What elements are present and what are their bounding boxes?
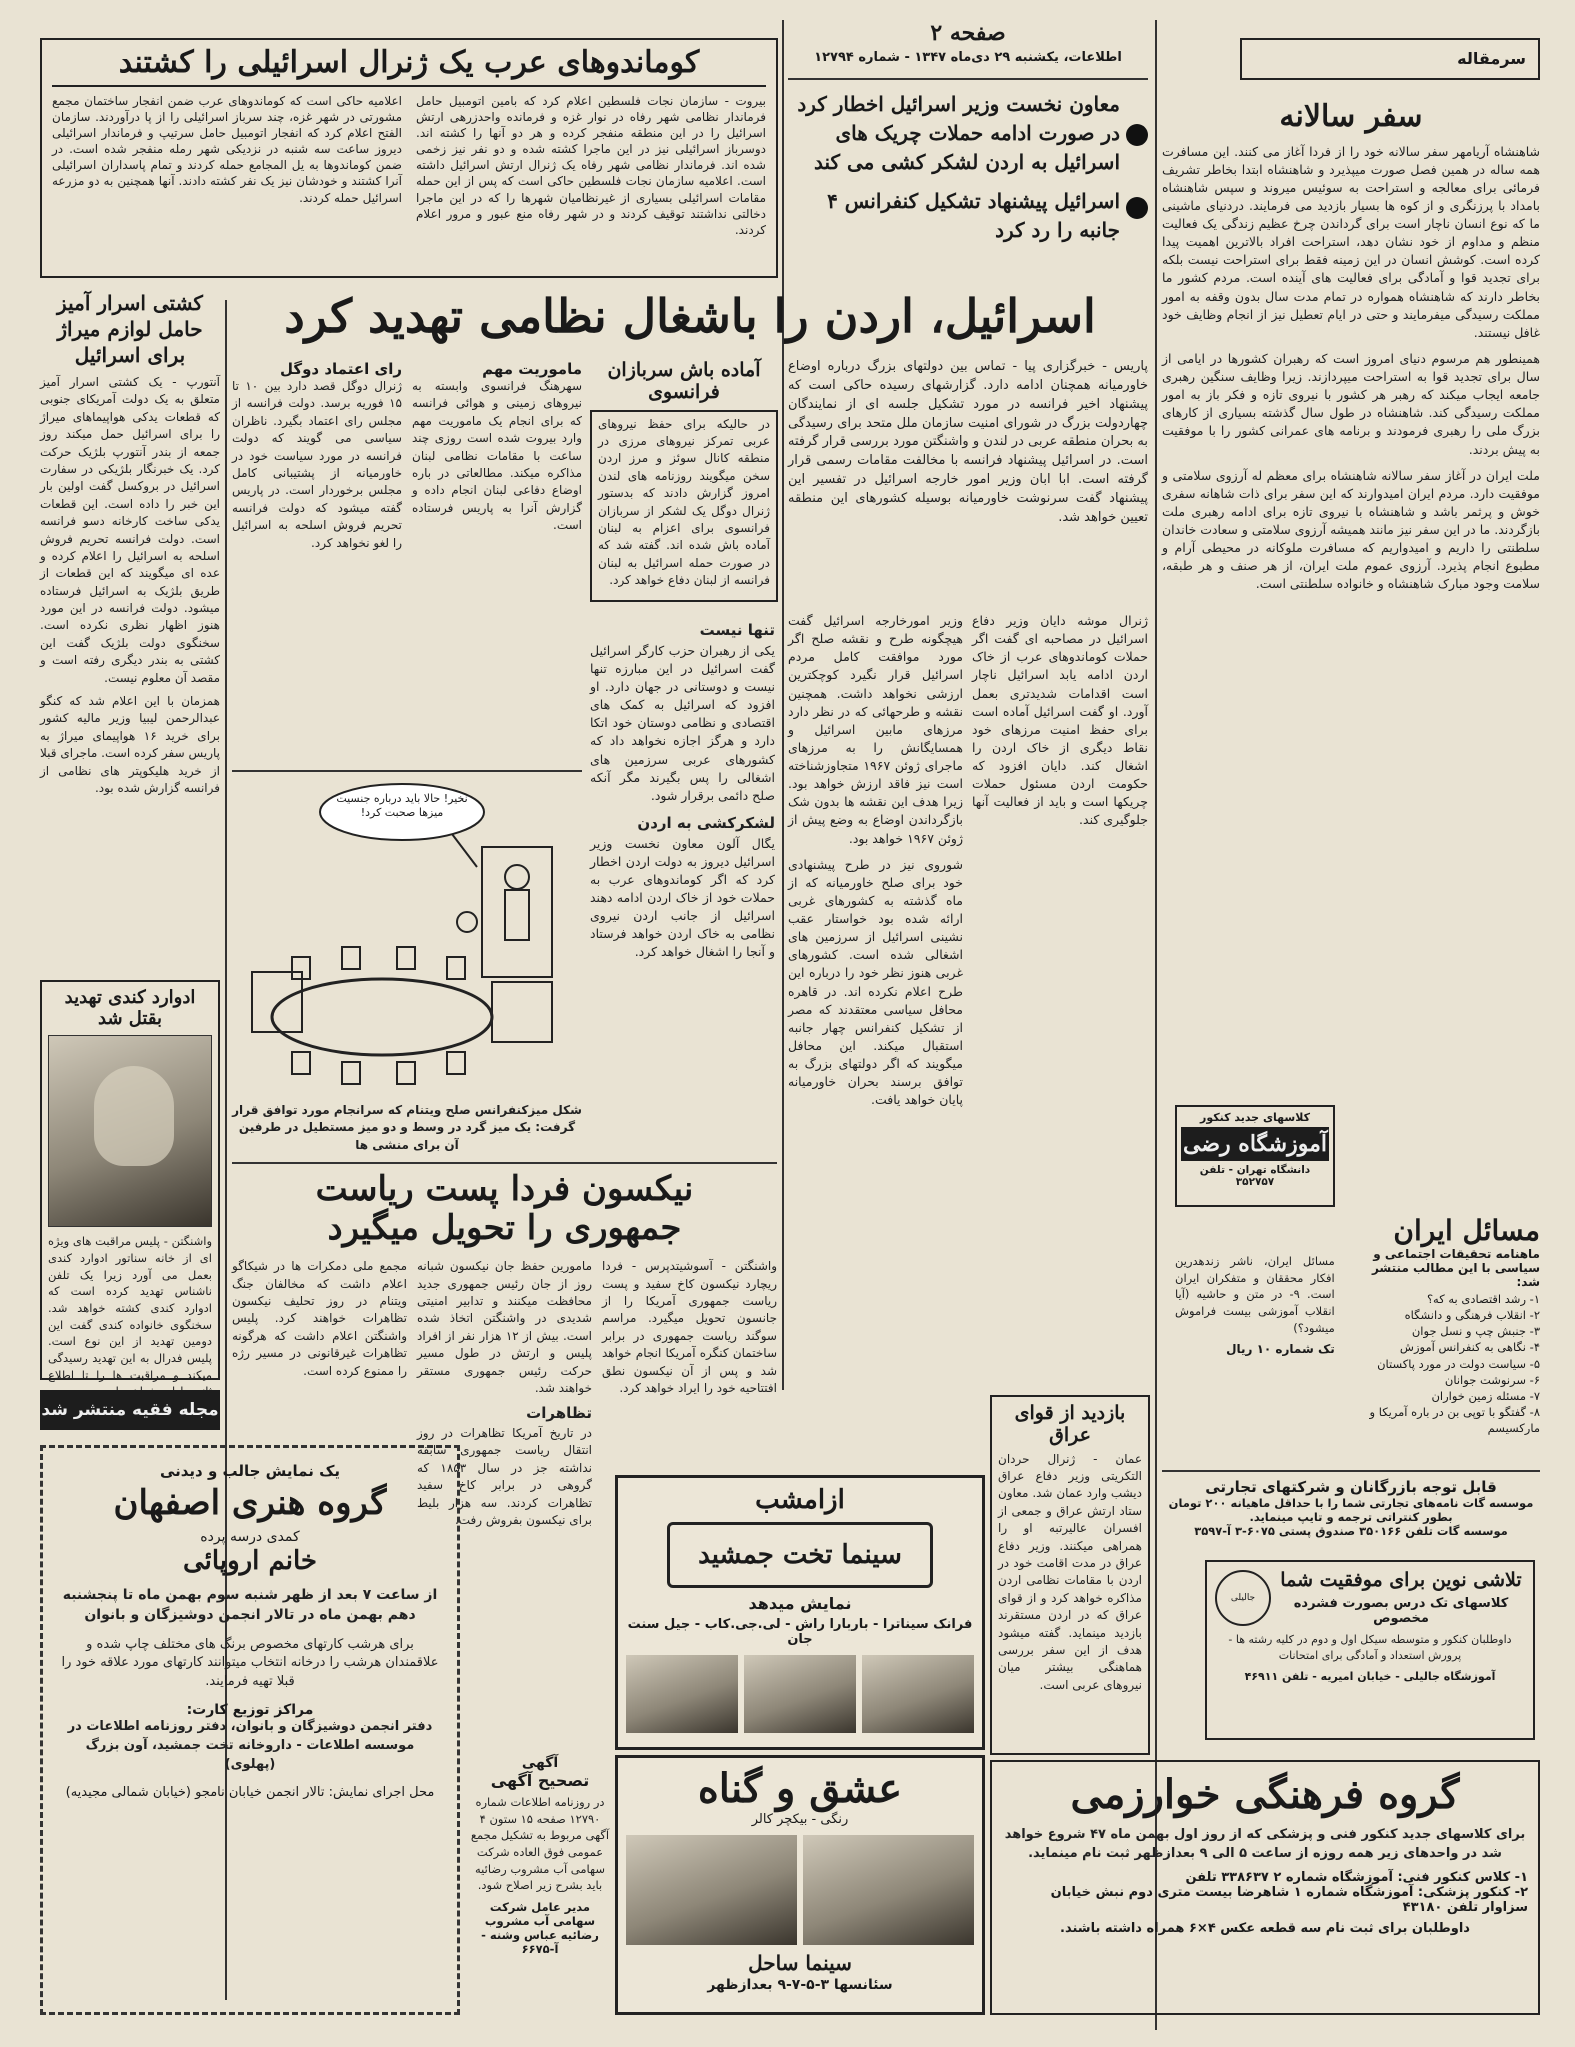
film-still xyxy=(862,1655,974,1733)
editorial-body-3: ملت ایران در آغاز سفر سالانه شاهنشاه برای معظم له آرزوی سلامتی و موفقیت دارد. مردم ایران امیدوارند که این سفر برای ذات شاهانه سفری خوش و پرثمر باشد و شاهنشاه با نیروی تازه برای ادامه رهبری ملت بازگردند. ما در این سفر نیز مانند همیشه آرزوی سلامتی و سعادت خاندان سلطنتی را داریم و امیدواریم که مسافرت ملوکانه در محیطی آرام و مطبوع انجام پذیرد. آرزوی عموم ملت ایران، از هر صنف و هر طبقه، سلامت وجود مبارک شاهنشاه و خانواده سلطنتی است. xyxy=(1162,467,1540,592)
ship-body-2: همزمان با این اعلام شد که کنگو عبدالرحمن لیبیا وزیر مالیه کشور برای خرید ۱۶ هواپیمای میراژ به پاریس سفر کرده است. ماجرای قبلا از خرید هلیکوپتر های نظامی از فرانسه گزارش شده بود. xyxy=(40,694,220,795)
bullet-item xyxy=(788,187,1148,245)
masthead xyxy=(788,20,1148,80)
film-still xyxy=(626,1835,797,1945)
kharazmi-footer: داوطلبان برای ثبت نام سه قطعه عکس ۴×۶ همراه داشته باشند. xyxy=(1060,1920,1470,1936)
kennedy-photo xyxy=(48,1035,212,1227)
film-stills xyxy=(626,1835,974,1945)
commando-headline: کوماندوهای عرب یک ژنرال اسرائیلی را کشتند xyxy=(52,46,766,87)
ship-body-1: آنتورپ - یک کشتی اسرار آمیز متعلق به یک دولت آمریکای جنوبی که قطعات یدکی هواپیماهای میراژ را برای اسرائیل حمل میکند روز جمعه از بندر آنتورپ بلژیک حرکت کرد. یک خبرنگار بلژیکی در سفارت اسرائیل در بروکسل گفت اولین بار این خبر را داده است. این قطعات یدکی ساخت کارخانه دسو فرانسه است. دولت فرانسه تحریم فروش اسلحه به اسرائیل را اعلام کرده و عده ای میگویند که این قطعات از طریق بلژیک به اسرائیل فرستاده میشود. دولت فرانسه در این مورد هنوز اظهار نظری نکرده است. سخنگوی دولت بلژیک گفت این کشتی به بندر دیگری رفته است و مقصد آن معلوم نیست. xyxy=(40,375,220,685)
jalili-ad xyxy=(1205,1560,1535,1740)
masael-item: ۱- رشد اقتصادی به که؟ xyxy=(1426,1292,1540,1307)
mission-body: سهرهنگ فرانسوی وابسته به نیروهای زمینی و هوائی فرانسه که برای انجام یک ماموریت مهم وارد بیروت شده است روزی چند ساعت با مقامات نظامی لبنان مذاکره میکند. مطالعاتی در باره اوضاع دفاعی لبنان انجام داده و گزارش آنرا به پاریس فرستاده است. xyxy=(412,379,582,533)
cinema-tonight: ازامشب xyxy=(755,1485,845,1515)
masael-title: مسائل ایران xyxy=(1393,1214,1540,1247)
cartoon-caption: شکل میزکنفرانس صلح ویتنام که سرانجام مورد توافق قرار گرفت: یک میز گرد در وسط و دو میز مستطیل در طرفین آن برای منشی ها xyxy=(232,1103,582,1152)
cinema-brand: سینما ساحل xyxy=(748,1951,852,1975)
isfahan-sales: دفتر انجمن دوشیزگان و بانوان، دفتر روزنامه اطلاعات در موسسه اطلاعات - داروخانه تخت جمشید، آون بزرگ (پهلوی) xyxy=(67,1719,433,1772)
film-still xyxy=(744,1655,856,1733)
kennedy-title: ادوارد کندی تهدید بقتل شد xyxy=(64,987,196,1029)
masael-right: مسائل ایران، ناشر زندهدرین افکار محققان و متفکران ایران است. ۹- در متن و حاشیه (آیا انقلاب آموزشی بیست فراموش میشود؟) xyxy=(1175,1254,1335,1335)
soldiers-body: در حالیکه برای حفظ نیروهای عربی تمرکز نیروهای مرزی در منطقه کانال سوئز و مرز اردن سخن میگویند روزنامه های لندن امروز گزارش دادند که بدستور ژنرال دوگل یک لشکر از سربازان فرانسوی برای اعزام به لبنان آماده باش شده اند. گفته شد که در صورت حمله اسرائیل به لبنان فرانسه از لبنان دفاع خواهد کرد. xyxy=(590,410,778,602)
jalili-sub: کلاسهای تک درس بصورت فشرده مخصوص xyxy=(1293,1595,1509,1626)
nixon-headline-1: نیکسون فردا پست ریاست xyxy=(315,1169,694,1209)
rect-table-icon xyxy=(492,982,552,1042)
page-number: صفحه ۲ xyxy=(930,20,1006,46)
column-rule xyxy=(782,20,784,1390)
israel-vp-bullets xyxy=(788,90,1148,290)
film-still xyxy=(626,1655,738,1733)
jalili-seal-icon: جالیلی xyxy=(1215,1570,1271,1626)
razi-line-2: دانشگاه تهران - تلفن ۳۵۲۷۵۷ xyxy=(1199,1164,1311,1188)
soldiers-article xyxy=(590,360,778,615)
nixon-body-4: در تاریخ آمریکا تظاهرات در روز انتقال ریاست جمهوری سابقه نداشته جز در سال ۱۸۵۳ که گروهی در برابر کاخ سفید تظاهرات کردند. سه هزار بلیط برای نیکسون بفروش رفت. xyxy=(417,1426,592,1528)
film-title: عشق و گناه xyxy=(697,1765,903,1812)
masael-item: ۳- جنبش چپ و نسل جوان xyxy=(1411,1324,1540,1339)
masael-item: ۷- مسئله زمین خواران xyxy=(1431,1388,1540,1403)
film-still xyxy=(803,1835,974,1945)
jalili-footer: آموزشگاه جالیلی - خیابان امیریه - تلفن ۴۶۹۱۱ xyxy=(1244,1669,1496,1683)
isfahan-group: گروه هنری اصفهان xyxy=(113,1483,387,1523)
commando-col2: اعلامیه حاکی است که کوماندوهای عرب ضمن انفجار ساختمان مجمع مشورتی در شهر غزه، چند سرباز اسرائیلی را از پا درآوردند. سازمان الفتح اعلام کرد که انفجار اتومبیل حامل سرتیپ و فرماندار اسرائیلی دیروز ساعت سه شنبه در نزدیکی شهر رمله منفجر شده است. در ضمن کوماندوها به یل المجامع حمله کردند و تمام پاسداران اسرائیلی آنرا کشتند و خودشان نیز یک نفر کشته دادند. آنها همچنین به دو مزرعه اسرائیل حمله کردند. xyxy=(52,93,402,205)
masael-item: ۸- گفتگو با توپی بن در باره آمریکا و مارکسیسم xyxy=(1369,1404,1540,1435)
bullet-text: اسرائیل پیشنهاد تشکیل کنفرانس ۴ جانبه را رد کرد xyxy=(827,189,1120,242)
notice-footer: مدیر عامل شرکت سهامی آب مشروب رضائیه عباس وشنه - آ-۶۶۷۵ xyxy=(481,1900,599,1957)
rect-table-icon xyxy=(252,972,302,1032)
kennedy-article xyxy=(40,980,220,1380)
kharazmi-item-2: ۲- کنکور پزشکی: آموزشگاه شماره ۱ شاهرضا بیست متری دوم نبش خیابان سزاوار تلفن ۴۳۱۸۰ xyxy=(1050,1884,1528,1915)
faghih-banner: مجله فقیه منتشر شد xyxy=(40,1390,220,1430)
main-headline-box xyxy=(230,290,1150,354)
masael-item: ۶- سرنوشت جوانان xyxy=(1444,1372,1540,1387)
traders-title: قابل توجه بازرگانان و شرکتهای تجارتی xyxy=(1205,1478,1497,1496)
traders-body: موسسه گات نامه‌های تجارتی شما را با حداقل ماهیانه ۲۰۰ تومان بطور کنتراتی ترجمه و تایپ مینماید. xyxy=(1168,1496,1534,1524)
subhead-jordan: لشکرکشی به اردن xyxy=(637,813,775,832)
cartoon-drawing xyxy=(232,772,582,1102)
kharazmi-title: گروه فرهنگی خوارزمی xyxy=(1070,1771,1460,1818)
masael-item: ۵- سیاست دولت در مورد پاکستان xyxy=(1377,1356,1540,1371)
masael-item: ۴- نگاهی به کنفرانس آموزش xyxy=(1399,1340,1540,1355)
film-color: رنگی - بیکچر کالر xyxy=(751,1812,849,1827)
commando-col1: بیروت - سازمان نجات فلسطین اعلام کرد که بامین اتومبیل حامل فرماندار نظامی شهر رفاه در نوار غزه و فرمانده واحدزرهی ارتش اسرائیل را در این منطقه منفجر کرده و هر دو آنها را کشته اند. دوسرباز اسرائیلی نیز در این ماجرا کشته شده و دو نفر نیز زخمی شده اند. فرماندار نظامی شهر رفاه یک ژنرال ارتش اسرائیل داشته است. اعلامیه سازمان نجات فلسطین حاکی است که پس از این حمله مقامات اسرائیلی بسیاری از غیرنظامیان شهرها را که در این ماجرا دخالتی نداشتند توقیف کردند و در شهر رفاه منع عبور و مرور اعلام کردند. xyxy=(416,93,766,237)
round-table-icon xyxy=(272,979,492,1055)
main-headline: اسرائیل، اردن را باشغال نظامی تهدید کرد xyxy=(284,289,1096,343)
confidence-body: ژنرال دوگل قصد دارد بین ۱۰ تا ۱۵ فوریه برسد. دولت فرانسه از مجلس رای اعتماد بگیرد. ناظران سیاسی می گویند که دولت فرانسه در مورد سیاست خود در خاورمیانه از پشتیبانی کامل مجلس برخوردار است. در پاریس گفته میشود که دولت فرانسه تحریم فروش اسلحه به اسرائیل را لغو نخواهد کرد. xyxy=(232,379,402,550)
cartoon xyxy=(232,770,582,1150)
notice-body: در روزنامه اطلاعات شماره ۱۲۷۹۰ صفحه ۱۵ ستون ۴ آگهی مربوط به تشکیل مجمع عمومی فوق العاده شرکت سهامی آب مشروب رضائیه باید بشرح زیر اصلاح شود. xyxy=(470,1795,610,1893)
nixon-headline-2: جمهوری را تحویل میگیرد xyxy=(327,1208,682,1249)
kharazmi-ad xyxy=(990,1760,1540,2015)
notice-title-2: تصحیح آگهی xyxy=(490,1771,590,1790)
subhead-alone: تنها نیست xyxy=(699,621,775,639)
isfahan-tickets: برای هرشب کارتهای مخصوص برنگ های مختلف چاپ شده و علاقمندان هرشب را درخانه انتخاب میتوانند کارتهای مورد علاقه خود را قبلا تهیه فرمایند. xyxy=(61,1636,439,1690)
dateline: اطلاعات، یکشنبه ۲۹ دی‌ماه ۱۳۴۷ - شماره ۱۲۷۹۴ xyxy=(814,50,1122,65)
bullet-text: معاون نخست وزیر اسرائیل اخطار کرد در صورت ادامه حملات چریک های اسرائیل به اردن لشکر کشی می کند xyxy=(797,92,1120,174)
mission-title: ماموریت مهم xyxy=(482,360,582,378)
confidence-title: رای اعتماد دوگل xyxy=(280,360,402,378)
nixon-body-1: واشنگتن - آسوشیتدپرس - فردا ریچارد نیکسون کاخ سفید و پست ریاست جمهوری آمریکا را از جانسون تحویل میگیرد. مراسم سوگند ریاست جمهوری در برابر ساختمان کنگره آمریکا انجام خواهد شد و پس از آن نیکسون نطق افتتاحیه خود را ایراد خواهد کرد. xyxy=(602,1259,777,1395)
speech-text: نخیر! حالا باید درباره جنسیت میزها صحبت کرد! xyxy=(336,792,468,820)
mission-article xyxy=(232,360,582,760)
masael-ad xyxy=(1175,1215,1540,1460)
commando-article xyxy=(40,38,778,278)
bullet-icon xyxy=(1126,124,1148,146)
jalili-title: تلاشی نوین برای موفقیت شما xyxy=(1280,1569,1522,1592)
editorial-body-2: همینطور هم مرسوم دنیای امروز است که رهبران کشورها در ایامی از سال برای تجدید قوا به استراحت میپردازند. زیرا وظایف سنگین رهبری جامعه ایجاب میکند که رهبر هر کشور با نیروی تازه و فکر باز به امور مملکت رسیدگی کند. شاهنشاه در طول سال گذشته بسیاری از کارهای بزرگ ملی را رهبری فرمودند و برنامه های عمرانی کشور را با موفقیت به پیش بردند. xyxy=(1162,350,1540,457)
main-body-3-text: شوروی نیز در طرح پیشنهادی خود برای صلح خاورمیانه که از ماه گذشته به کشورهای غربی ارائه شده بود خواستار عقب نشینی اسرائیل از سرزمین های اشغالی شده است. کشورهای غربی هنوز نظر خود را درباره این طرح اعلام نکرده اند. در قاهره محافل سیاسی معتقدند که مصر از تشکیل کنفرانس چهار جانبه استقبال میکند. این محافل میگویند که اگر دولتهای بزرگ به توافق برسند بحران خاورمیانه پایان خواهد یافت. xyxy=(788,856,963,1108)
editorial-body xyxy=(1162,143,1540,1123)
bullet-icon xyxy=(1126,197,1148,219)
editorial-body-1: شاهنشاه آریامهر سفر سالانه خود را از فردا آغاز می کنند. این مسافرت همه ساله در همین فصل صورت میپذیرد و شاهنشاه ابتدا بخاطر تشریف فرمائی برای معالجه و استراحت به سوئیس میروند و سپس شاهنشاه بامداد با پرزنگری و از کوه ها بسیار بازدید می فرمایند. دردنیای ماشینی ما که نوع انسان ناچار است برای گرداندن چرخ عظیم زندگی یک فعالیت منظم و مداوم از خود نشان دهد، استراحت افراد بالاترین اهمیت پیدا کرده است. کوشش انسان در این زمینه فقط برای استراحت نیست بلکه برای تجدید قوا و آمادگی برای فعالیت های آینده است. مردم کشور ما بخاطر دارند که شاهنشاه همواره در تمام مدت سال بدون وقفه به امور مملکت رسیدگی میفرمایند و حتی در ایام تعطیل نیز از انجام وظایف خود غافل نیستند. xyxy=(1162,143,1540,340)
razi-ad xyxy=(1175,1105,1335,1207)
cinema-stills xyxy=(626,1655,974,1733)
isfahan-venue: محل اجرای نمایش: تالار انجمن خیابان نامجو (خیابان شمالی مجیدیه) xyxy=(65,1784,435,1800)
main-body-4 xyxy=(972,612,1148,1392)
isfahan-ad xyxy=(40,1445,460,2015)
isfahan-schedule: از ساعت ۷ بعد از ظهر شنبه سوم بهمن ماه تا پنجشنبه دهم بهمن ماه در تالار انجمن دوشیزگان و بانوان xyxy=(62,1586,438,1624)
editorial xyxy=(1162,90,1540,1140)
ship-body xyxy=(40,374,220,914)
iraq-visit-article xyxy=(990,1395,1150,1755)
nixon-body-2: مامورین حفظ جان نیکسون شبانه روز از جان رئیس جمهوری جدید محافظت میکنند و تدابیر امنیتی شدیدی در واشنگتن اتخاذ شده است. بیش از ۱۲ هزار نفر از افراد پلیس و ارتش در طول مسیر حرکت رئیس جمهوری مستقر خواهند شد. xyxy=(417,1259,592,1395)
isfahan-play-name: خانم اروپائی xyxy=(183,1546,317,1577)
main-body-5-text: یکی از رهبران حزب کارگر اسرائیل گفت اسرائیل در این مبارزه تنها نیست و دوستانی در جهان دارد. او افزود که اسرائیل به کمک های اقتصادی و نظامی دوستان خود اتکا دارد و هرگز اجازه نخواهد داد که کشورهای عربی سرزمین های اشغالی را پس بگیرند مگر آنکه صلح دائمی برقرار شود. xyxy=(590,642,775,803)
iraq-visit-title: بازدید از قوای عراق xyxy=(1014,1402,1126,1446)
cinema-ad-1 xyxy=(615,1475,985,1750)
door-icon xyxy=(482,847,552,977)
main-body-4-text: ژنرال موشه دایان وزیر دفاع اسرائیل در مصاحبه ای گفت اگر حملات کوماندوهای عرب از خاک اردن ادامه یابد اسرائیل ناچار است اقدامات شدیدتری بعمل آورد. او گفت اسرائیل آماده است برای حفظ امنیت مرزهای خود نقاط دیگری از خاک اردن را اشغال کند. دایان افزود که حکومت اردن مسئول حملات چریکها است و باید از فعالیت آنها جلوگیری کند. xyxy=(972,613,1148,828)
soldiers-title: آماده باش سربازان فرانسوی xyxy=(607,359,761,403)
kennedy-body: واشنگتن - پلیس مراقبت های ویژه ای از خانه سناتور ادوارد کندی بعمل می آورد زیرا یک تلفن ناشناس تهدید کرده است که ادوارد کندی کشته خواهد شد. سخنگوی خانواده کندی گفت این دومین تهدید از این نوع است. پلیس فدرال به این تهدید رسیدگی میکند و مراقبت ها را تا اطلاع xyxy=(48,1234,212,1382)
cinema-logo: سینما تخت جمشید xyxy=(667,1522,933,1588)
masael-list xyxy=(1345,1291,1540,1436)
masthead-rule xyxy=(788,78,1148,80)
cinema-cast: فرانک سیناترا - باربارا راش - لی.جی.کاب - جیل سنت جان xyxy=(627,1616,973,1647)
isfahan-sales-title: مراکز توزیع کارت: xyxy=(186,1702,314,1719)
masael-item: ۲- انقلاب فرهنگی و دانشگاه xyxy=(1404,1308,1540,1323)
ship-article xyxy=(40,290,220,970)
notice xyxy=(470,1755,610,2015)
masael-price: تک شماره ۱۰ ریال xyxy=(1226,1342,1335,1357)
traders-contact: موسسه گات تلفن ۳۵۰۱۶۶ صندوق پستی ۶۰۷۵-۳ آ-۳۵۹۷ xyxy=(1194,1524,1508,1538)
razi-line-1: کلاسهای جدید کنکور xyxy=(1200,1111,1310,1124)
isfahan-play-type: کمدی درسه پرده xyxy=(200,1529,300,1546)
kharazmi-item-1: ۱- کلاس کنکور فنی: آموزشگاه شماره ۲ ۳۳۸۶۳۷ تلفن xyxy=(1185,1869,1528,1885)
traders-ad xyxy=(1162,1470,1540,1540)
man-standing-icon xyxy=(505,865,529,889)
bullet-item xyxy=(788,90,1148,177)
nixon-body-3: مجمع ملی دمکرات ها در شیکاگو اعلام داشت که مخالفان جنگ ویتنام در روز تحلیف نیکسون تظاهرات خواهند کرد. پلیس واشنگتن اعلام داشت که هرگونه تظاهرات غیرقانونی در مسیر رژه را ممنوع کرده است. xyxy=(232,1259,407,1378)
column-rule xyxy=(1155,20,1157,2030)
cinema-times: سئانسها ۳-۵-۷-۹ بعدازظهر xyxy=(707,1977,893,1993)
iraq-visit-body: عمان - ژنرال حردان التکریتی وزیر دفاع عراق دیشب وارد عمان شد. معاون ستاد ارتش عراق و جمعی از افسران عالیرتبه او را همراهی میکنند. وزیر دفاع عراق در مدت اقامت خود در اردن با مقامات نظامی اردن مذاکره خواهد کرد و از قوای عراق که در اردن مستقرند بازدید مینماید. گفته میشود هدف از این سفر بررسی هماهنگی بیشتر میان نیروهای عربی است. xyxy=(998,1451,1142,1692)
editorial-title: سفر سالانه xyxy=(1279,99,1423,134)
jalili-body: داوطلبان کنکور و متوسطه سیکل اول و دوم در کلیه رشته ها - پرورش استعداد و آمادگی برای امتحانات xyxy=(1228,1633,1512,1662)
isfahan-tag: یک نمایش جالب و دیدنی xyxy=(159,1462,341,1480)
ship-headline: کشتی اسرار آمیز حامل لوازم میراژ برای اسرائیل xyxy=(57,291,203,367)
man-sitting-icon xyxy=(457,912,477,932)
cinema-now: نمایش میدهد xyxy=(748,1593,852,1613)
editorial-label: سرمقاله xyxy=(1240,38,1540,80)
razi-name: آموزشگاه رضی xyxy=(1181,1127,1329,1161)
cinema-ad-2 xyxy=(615,1755,985,2015)
kharazmi-body: برای کلاسهای جدید کنکور فنی و پزشکی که از روز اول بهمن ماه ۴۷ شروع خواهد شد در واحدهای زیر همه روزه از ساعت ۵ الی ۹ بعدازظهر ثبت نام مینماید. xyxy=(1004,1827,1526,1861)
main-body-1: پاریس - خبرگزاری پیا - تماس بین دولتهای بزرگ درباره اوضاع خاورمیانه همچنان ادامه دارد. گزارشهای رسیده حاکی است که پیشنهاد اخیر فرانسه در مورد تشکیل جلسه ای از نمایندگان چهاردولت بزرگ در شورای امنیت سازمان ملل متحد برای رسیدگی به بحران منطقه عربی در لندن و واشنگتن مورد بررسی قرار گرفته است. در اسرائیل پیشنهاد فرانسه با مخالفت مقامات رسمی قرار گرفته است. ابا ابان وزیر امور خارجه اسرائیل در تفسیر این پیشنهاد گفت سرنوشت خاورمیانه بوسیله کشورهای این منطقه تعیین خواهد شد. xyxy=(788,359,1148,525)
main-body-2-text: وزیر امورخارجه اسرائیل گفت هیچگونه طرح و نقشه صلح اگر مورد موافقت کامل مردم اسرائیل قرار نگیرد کوچکترین ارزشی نخواهد داشت. همچنین نقشه و طرحهائی که در نظر دارد مرزهای مابین اسرائیل و همسایگانش را به مرزهای ماجرای ژوئن ۱۹۶۷ متجاوزشناخته است نیز فاقد ارزش خواهد بود. زیرا هدف این نقشه ها بدون شک بازگرداندن اوضاع به وضع پیش از ژوئن ۱۹۶۷ خواهد بود. xyxy=(788,613,963,846)
nixon-subhead: تظاهرات xyxy=(526,1404,592,1423)
masael-subtitle: ماهنامه تحقیقات اجتماعی و سیاسی با این مطالب منتشر شد: xyxy=(1371,1247,1540,1290)
notice-title: آگهی xyxy=(521,1755,559,1771)
main-body-6-text: یگال آلون معاون نخست وزیر اسرائیل دیروز به دولت اردن اخطار کرد که اگر کوماندوهای عرب به حملات خود از خاک اردن ادامه دهند اسرائیل از جانب اردن نیروی نظامی به خاک اردن خواهد فرستاد و آنجا را اشغال خواهد کرد. xyxy=(590,835,775,960)
chairs-icon xyxy=(292,947,465,1084)
main-body-2 xyxy=(788,612,963,1392)
